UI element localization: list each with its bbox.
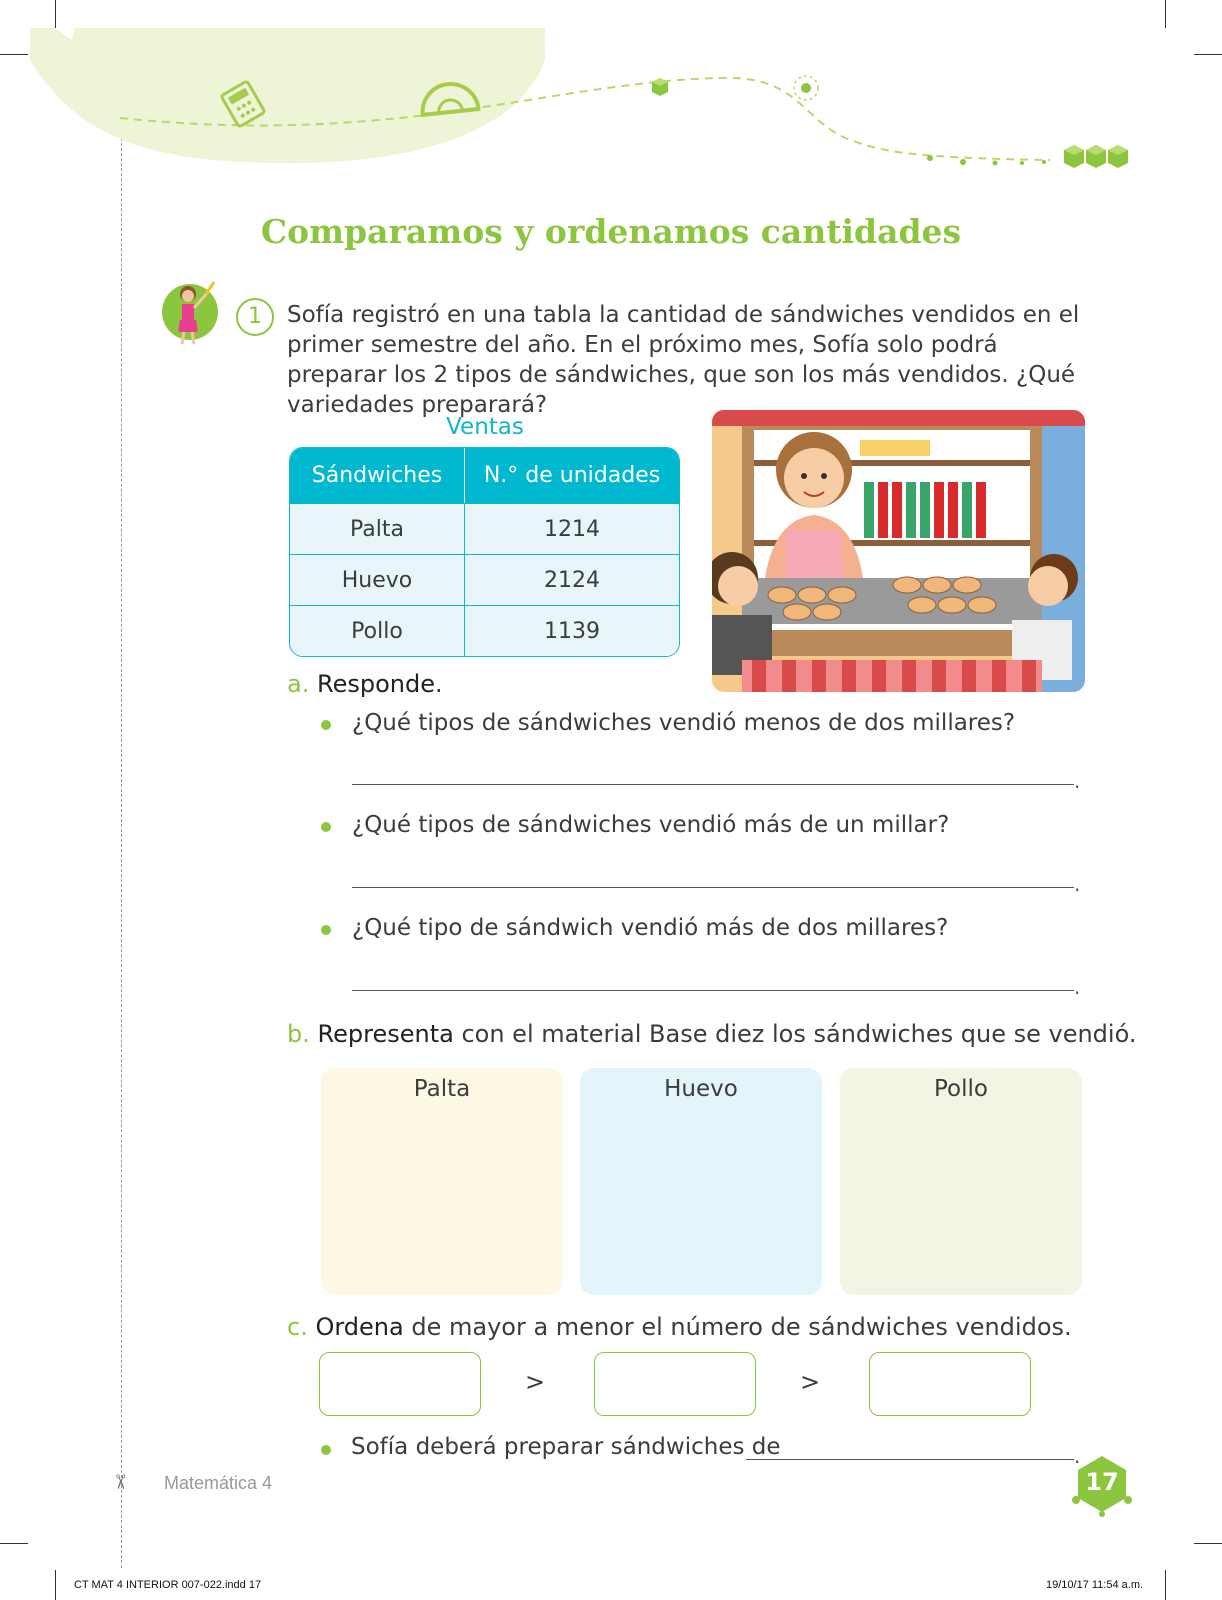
section-verb: Representa [317,1020,454,1048]
greater-than-symbol: > [525,1368,546,1396]
section-verb: Responde [316,670,435,698]
table-cell: 1214 [544,516,600,542]
section-letter: b. [287,1020,310,1048]
bullet-icon [321,822,331,832]
page-number: 17 [1085,1468,1119,1496]
table-caption: Ventas [446,414,524,440]
table-cell: Pollo [290,606,465,656]
question-text: ¿Qué tipos de sándwiches vendió menos de dos millares? [352,710,1016,736]
crop-mark [55,1570,56,1600]
table-cell: Palta [290,504,465,554]
cut-line [121,28,122,1568]
greater-than-symbol: > [800,1368,821,1396]
table-header-cell: Sándwiches [290,448,465,503]
period-mark: . [1074,1444,1081,1468]
student-avatar-icon [162,278,224,348]
box-label: Pollo [934,1076,988,1102]
section-letter: c. [287,1313,308,1341]
conclusion-text: Sofía deberá preparar sándwiches de [351,1434,781,1460]
order-box-1[interactable] [319,1352,481,1416]
period-mark: . [1074,872,1081,896]
book-title: Matemática 4 [164,1473,273,1493]
section-rest: . [434,670,443,698]
table-cell: 2124 [544,567,600,593]
section-c-heading [287,1313,1072,1341]
answer-line[interactable] [746,1459,1074,1460]
section-rest: con el material Base diez los sándwiches que se vendió. [453,1020,1137,1048]
box-label: Huevo [664,1076,738,1102]
section-letter: a. [287,670,310,698]
bullet-icon [321,1445,331,1455]
page-title: Comparamos y ordenamos cantidades [260,212,962,251]
question-number: 1 [236,298,274,336]
period-mark: . [1074,975,1081,999]
section-verb: Ordena [315,1313,404,1341]
order-box-2[interactable] [594,1352,756,1416]
bullet-icon [321,925,331,935]
crop-mark [1165,1570,1166,1600]
scissors-icon: ✂ [108,1473,133,1491]
slug-timestamp: 19/10/17 11:54 a.m. [1046,1579,1144,1591]
sandwich-shop-illustration [712,410,1085,692]
order-box-3[interactable] [869,1352,1031,1416]
cube-strip-icon [1064,145,1128,168]
table-header-row [290,448,679,503]
answer-box-palta[interactable] [321,1068,563,1295]
crop-mark [0,1543,28,1544]
table-row [290,503,679,554]
section-a-heading [287,670,443,698]
table-cell: Huevo [290,555,465,605]
problem-statement: Sofía registró en una tabla la cantidad de sándwiches vendidos en el primer semestre del año. En el próximo mes, Sofía solo podrá preparar los 2 tipos de sándwiches, que son los más vendidos. ¿Qué variedades preparará? [287,302,1080,418]
slug-filename: CT MAT 4 INTERIOR 007-022.indd 17 [74,1579,262,1591]
box-label: Palta [413,1076,471,1102]
table-row [290,554,679,605]
table-cell: 1139 [544,618,600,644]
answer-line[interactable] [352,887,1074,888]
answer-box-huevo[interactable] [580,1068,822,1295]
section-b-heading [287,1020,1136,1048]
answer-box-pollo[interactable] [840,1068,1082,1295]
sales-table [289,447,680,657]
period-mark: . [1074,769,1081,793]
answer-line[interactable] [352,784,1074,785]
answer-line[interactable] [352,990,1074,991]
crop-mark [1194,1543,1222,1544]
table-row [290,605,679,656]
question-text: ¿Qué tipos de sándwiches vendió más de un millar? [352,812,950,838]
question-text: ¿Qué tipo de sándwich vendió más de dos millares? [352,915,949,941]
section-rest: de mayor a menor el número de sándwiches vendidos. [403,1313,1072,1341]
bullet-icon [321,720,331,730]
header-decoration [0,0,1222,200]
table-header-cell: N.° de unidades [483,463,661,488]
